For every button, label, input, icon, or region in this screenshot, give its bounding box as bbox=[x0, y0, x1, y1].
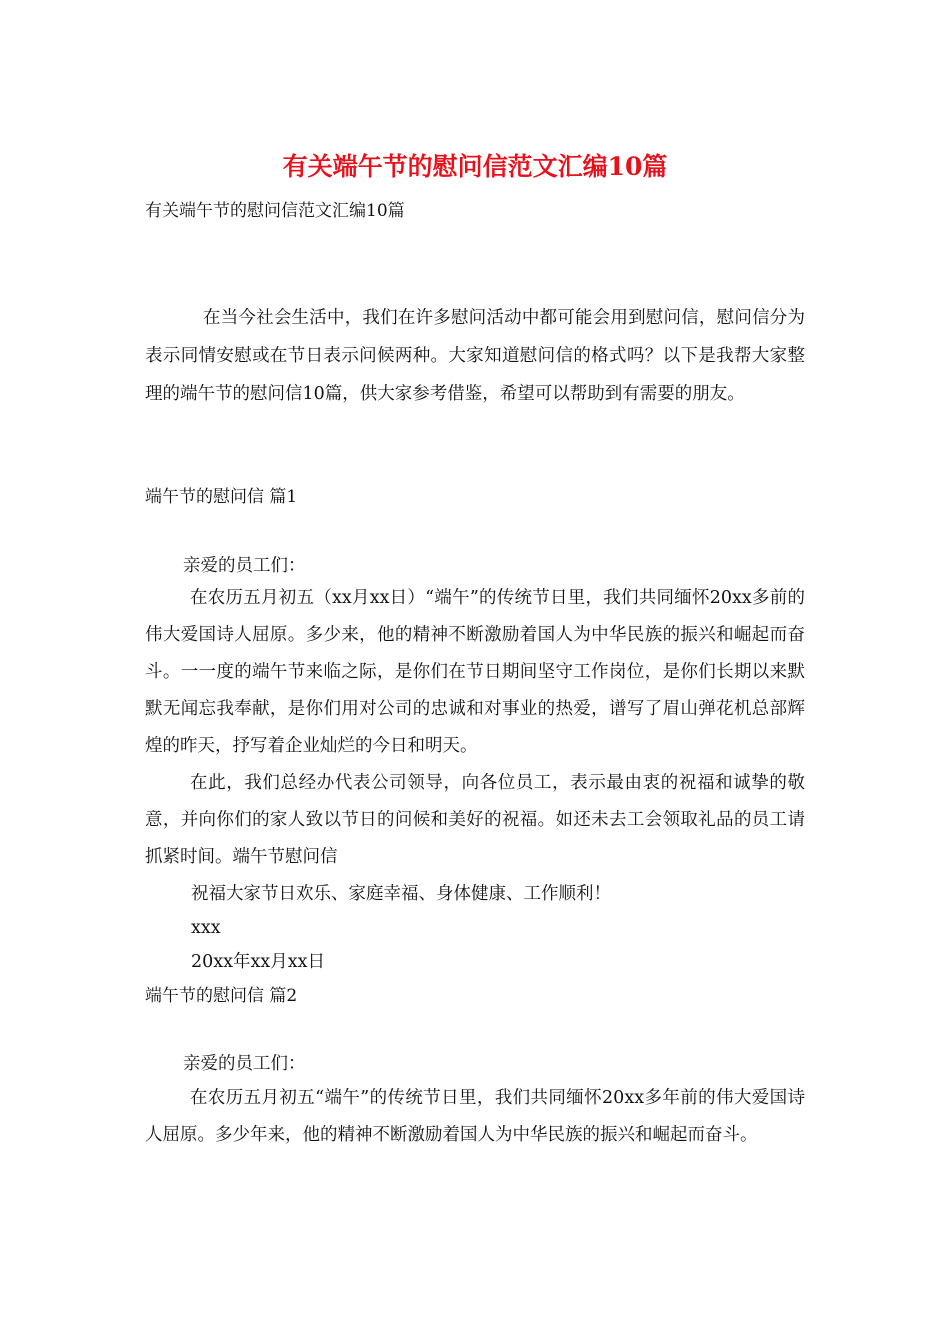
letter2-paragraph-1: 在农历五月初五“端午”的传统节日里，我们共同缅怀20xx多年前的伟大爱国诗人屈原。多少年来，他的精神不断激励着国人为中华民族的振兴和崛起而奋斗。 bbox=[145, 1088, 805, 1145]
document-subtitle: 有关端午节的慰问信范文汇编10篇 bbox=[145, 201, 405, 221]
intro-paragraph: 在当今社会生活中，我们在许多慰问活动中都可能会用到慰问信，慰问信分为表示同情安慰或在节日表示问候两种。大家知道慰问信的格式吗？以下是我帮大家整理的端午节的慰问信10篇，供大家参考借鉴，希望可以帮助到有需要的朋友。 bbox=[145, 308, 805, 404]
document-title: 有关端午节的慰问信范文汇编10篇 bbox=[282, 152, 668, 181]
letter1-paragraph-1: 在农历五月初五（xx月xx日）“端午”的传统节日里，我们共同缅怀20xx多前的伟大爱国诗人屈原。多少来，他的精神不断激励着国人为中华民族的振兴和崛起而奋斗。一一度的端午节来临之际，是你们在节日期间坚守工作岗位，是你们长期以来默默无闻忘我奉献，是你们用对公司的忠诚和对事业的热爱，谱写了眉山弹花机总部辉煌的昨天，抒写着企业灿烂的今日和明天。 bbox=[145, 588, 805, 756]
letter1-signature: xxx bbox=[191, 918, 221, 938]
letter1-date: 20xx年xx月xx日 bbox=[191, 952, 325, 972]
letter1-salutation: 亲爱的员工们： bbox=[183, 556, 306, 576]
letter2-salutation: 亲爱的员工们： bbox=[183, 1054, 306, 1074]
letter1-paragraph-2: 在此，我们总经办代表公司领导，向各位员工，表示最由衷的祝福和诚挚的敬意，并向你们的家人致以节日的问候和美好的祝福。如还未去工会领取礼品的员工请抓紧时间。端午节慰问信 bbox=[145, 773, 805, 867]
letter1-blessing: 祝福大家节日欢乐、家庭幸福、身体健康、工作顺利！ bbox=[191, 884, 611, 904]
letter2-heading: 端午节的慰问信 篇2 bbox=[145, 986, 298, 1006]
letter1-heading: 端午节的慰问信 篇1 bbox=[145, 487, 298, 507]
